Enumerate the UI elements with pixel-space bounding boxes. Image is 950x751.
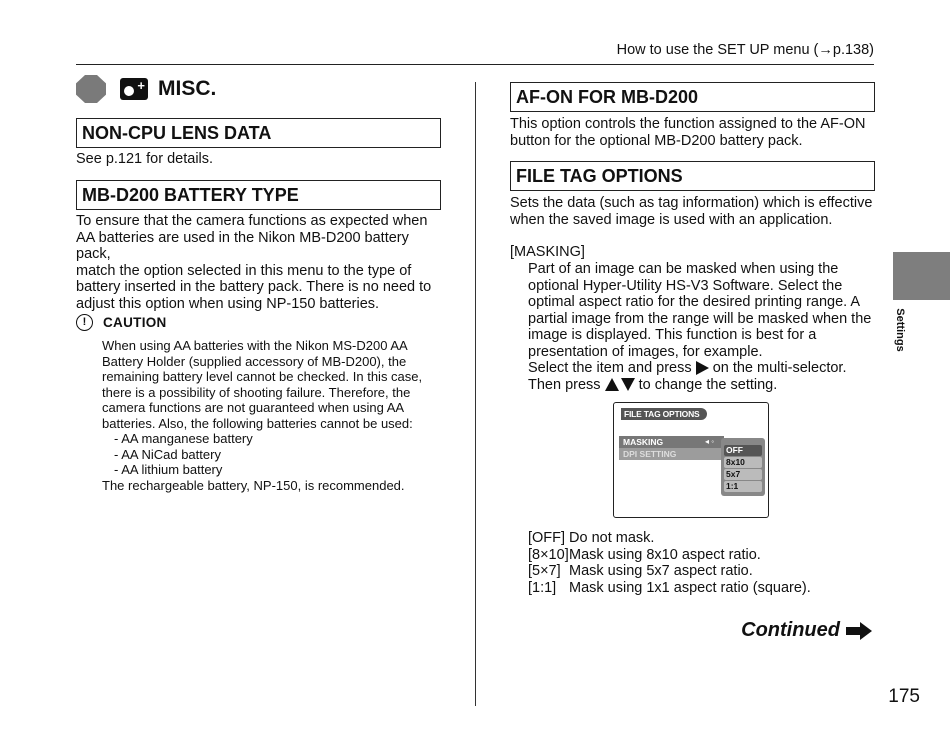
header-ref-suffix: p.138): [832, 42, 874, 58]
screen-row-masking: MASKING: [619, 436, 724, 448]
caution-line-3: remaining battery level cannot be checked. In this case,: [102, 369, 423, 384]
caution-line-2: Battery Holder (supplied accessory of MB-D200), the: [102, 353, 407, 369]
screen-option: OFF: [724, 445, 762, 456]
screen-row-dpi: DPI SETTING: [619, 448, 724, 460]
option-row: [528, 563, 888, 580]
camera-plus-icon: +: [120, 78, 148, 100]
header-rule: [76, 64, 874, 65]
caution-body: [102, 338, 447, 493]
battery-list: [102, 431, 447, 478]
header-reference: [617, 42, 874, 58]
screen-options: [721, 438, 765, 496]
option-key: [OFF]: [528, 530, 566, 546]
section-title-file-tag: FILE TAG OPTIONS: [510, 161, 875, 191]
side-tab: [893, 252, 950, 300]
multi-selector-down-icon: [621, 378, 635, 391]
battery-line-5: adjust this option when using NP-150 batteries.: [76, 295, 380, 312]
screen-option: 8x10: [724, 457, 762, 468]
option-desc: Mask using 8x10 aspect ratio.: [569, 546, 761, 563]
option-key: [8×10]: [528, 546, 569, 563]
caution-heading: [76, 314, 167, 331]
multi-selector-up-icon: [605, 378, 619, 391]
caution-line-1: When using AA batteries with the Nikon MS-D200 AA: [102, 338, 408, 353]
screen-arrow-icon: ◂ ◦: [705, 437, 715, 446]
caution-icon: !: [76, 314, 93, 331]
battery-line-1: To ensure that the camera functions as expected when: [76, 213, 428, 229]
then-instruction: [528, 377, 888, 394]
battery-line-4: battery inserted in the battery pack. There is no need to: [76, 279, 432, 295]
caution-title: CAUTION: [103, 315, 167, 330]
screen-title: FILE TAG OPTIONS: [621, 408, 707, 420]
section-title-battery-type: MB-D200 BATTERY TYPE: [76, 180, 441, 210]
battery-line-2: AA batteries are used in the Nikon MB-D200 battery pack,: [76, 229, 409, 262]
list-item: - AA NiCad battery: [114, 447, 447, 463]
af-on-line-1: This option controls the function assigned to the AF-ON: [510, 116, 866, 132]
option-desc: Do not mask.: [569, 530, 655, 546]
section-title-af-on: AF-ON FOR MB-D200: [510, 82, 875, 112]
non-cpu-text: See p.121 for details.: [76, 151, 214, 167]
file-tag-line-2: when the saved image is used with an application.: [510, 211, 833, 228]
page-number: 175: [888, 686, 920, 707]
continued-label: [741, 619, 872, 642]
option-row: [528, 547, 888, 564]
option-row: [528, 530, 888, 547]
then-post: to change the setting.: [638, 376, 778, 393]
option-desc: Mask using 1x1 aspect ratio (square).: [569, 579, 811, 596]
file-tag-text: [510, 195, 885, 228]
multi-selector-right-icon: [696, 361, 709, 375]
battery-type-text: [76, 213, 446, 312]
option-row: [528, 580, 888, 597]
header-ref-prefix: How to use the SET UP menu (: [616, 42, 819, 58]
masking-line-5: image is displayed. This function is best for a: [528, 327, 817, 343]
masking-options: [528, 530, 888, 596]
caution-footer: The rechargeable battery, NP-150, is recommended.: [102, 477, 405, 493]
battery-line-3: match the option selected in this menu to the type of: [76, 262, 412, 279]
af-on-text: [510, 116, 885, 149]
section-title-non-cpu: NON-CPU LENS DATA: [76, 118, 441, 148]
caution-line-6: batteries. Also, the following batteries cannot be used:: [102, 415, 413, 431]
octagon-icon: [76, 75, 106, 103]
continued-arrow-icon: [846, 622, 872, 640]
option-key: [5×7]: [528, 563, 561, 579]
masking-text: [528, 261, 888, 393]
arrow-right-icon: →: [818, 42, 833, 58]
af-on-line-2: button for the optional MB-D200 battery pack.: [510, 132, 803, 149]
caution-line-5: camera functions are not guaranteed when using AA: [102, 400, 405, 415]
camera-screen: [613, 402, 769, 518]
screen-option: 5x7: [724, 469, 762, 480]
misc-title: MISC.: [158, 77, 217, 100]
masking-line-2: optional Hyper-Utility HS-V3 Software. Select the: [528, 277, 843, 294]
list-item: - AA lithium battery: [114, 462, 447, 478]
then-pre: Then press: [528, 376, 601, 393]
masking-line-6: presentation of images, for example.: [528, 343, 763, 360]
select-post: on the multi-selector.: [712, 360, 847, 376]
masking-label: [MASKING]: [510, 244, 585, 260]
option-desc: Mask using 5x7 aspect ratio.: [569, 563, 753, 579]
select-instruction: [528, 360, 888, 377]
masking-line-1: Part of an image can be masked when using the: [528, 261, 839, 277]
caution-line-4: there is a possibility of shooting failure. Therefore, the: [102, 384, 411, 400]
misc-heading: [76, 74, 216, 104]
screen-option: 1:1: [724, 481, 762, 492]
masking-line-4: partial image from the range will be masked when the: [528, 310, 872, 327]
file-tag-line-1: Sets the data (such as tag information) which is effective: [510, 195, 873, 211]
select-pre: Select the item and press: [528, 360, 692, 376]
side-label: Settings: [894, 308, 906, 352]
column-divider: [475, 82, 476, 706]
masking-line-3: optimal aspect ratio for the desired printing range. A: [528, 294, 861, 310]
continued-text: Continued: [741, 619, 840, 641]
option-key: [1:1]: [528, 579, 557, 596]
list-item: - AA manganese battery: [114, 431, 447, 447]
